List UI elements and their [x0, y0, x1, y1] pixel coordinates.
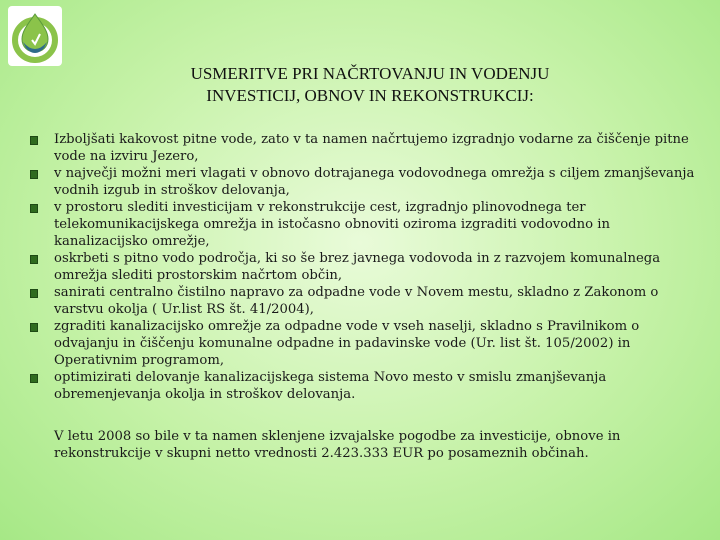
bullet-square-icon: [30, 374, 38, 383]
list-item-text: Izboljšati kakovost pitne vode, zato v ta namen načrtujemo izgradnjo vodarne za čiščenje pitne vode na izviru Jezero,: [54, 132, 689, 164]
slide-title-line-2: INVESTICIJ, OBNOV IN REKONSTRUKCIJ:: [206, 86, 534, 105]
bullet-square-icon: [30, 136, 38, 145]
water-drop-leaf-logo-icon: [8, 6, 62, 66]
bullet-square-icon: [30, 255, 38, 264]
closing-paragraph: V letu 2008 so bile v ta namen sklenjene izvajalske pogodbe za investicije, obnove in rekonstrukcije v skupni netto vrednosti 2.423.333 EUR po posameznih občinah.: [54, 429, 621, 461]
list-item: [30, 284, 700, 318]
bullet-square-icon: [30, 170, 38, 179]
list-item-text: sanirati centralno čistilno napravo za odpadne vode v Novem mestu, skladno z Zakonom o varstvu okolja ( Ur.list RS št. 41/2004),: [54, 285, 659, 317]
list-item-text: optimizirati delovanje kanalizacijskega sistema Novo mesto v smislu zmanjševanja obremenjevanja okolja in stroškov delovanja.: [54, 370, 607, 402]
slide-title: [60, 63, 680, 107]
list-item: [30, 369, 700, 403]
list-item: [30, 131, 700, 165]
company-logo: [8, 6, 62, 66]
bullet-square-icon: [30, 289, 38, 298]
list-item-text: zgraditi kanalizacijsko omrežje za odpadne vode v vseh naselji, skladno s Pravilnikom o odvajanju in čiščenju komunalne odpadne in padavinske vode (Ur. list št. 105/2002) in Operativnim programom,: [54, 319, 640, 368]
list-item: [30, 199, 700, 250]
list-item: [30, 165, 700, 199]
list-item-text: oskrbeti s pitno vodo področja, ki so še brez javnega vodovoda in z razvojem komunalnega omrežja slediti prostorskim načrtom občin,: [54, 251, 661, 283]
list-item-text: v prostoru slediti investicijam v rekonstrukcije cest, izgradnjo plinovodnega ter telekomunikacijskega omrežja in istočasno obnoviti oziroma izgraditi vodovodno in kanalizacijsko omrežje,: [54, 200, 610, 249]
list-item: [30, 250, 700, 284]
bullet-square-icon: [30, 204, 38, 213]
bullet-square-icon: [30, 323, 38, 332]
list-item-text: v največji možni meri vlagati v obnovo dotrajanega vodovodnega omrežja s ciljem zmanjševanja vodnih izgub in stroškov delovanja,: [54, 166, 695, 198]
slide-title-line-1: USMERITVE PRI NAČRTOVANJU IN VODENJU: [190, 64, 550, 83]
bullet-list: [30, 131, 700, 403]
list-item: [30, 318, 700, 369]
